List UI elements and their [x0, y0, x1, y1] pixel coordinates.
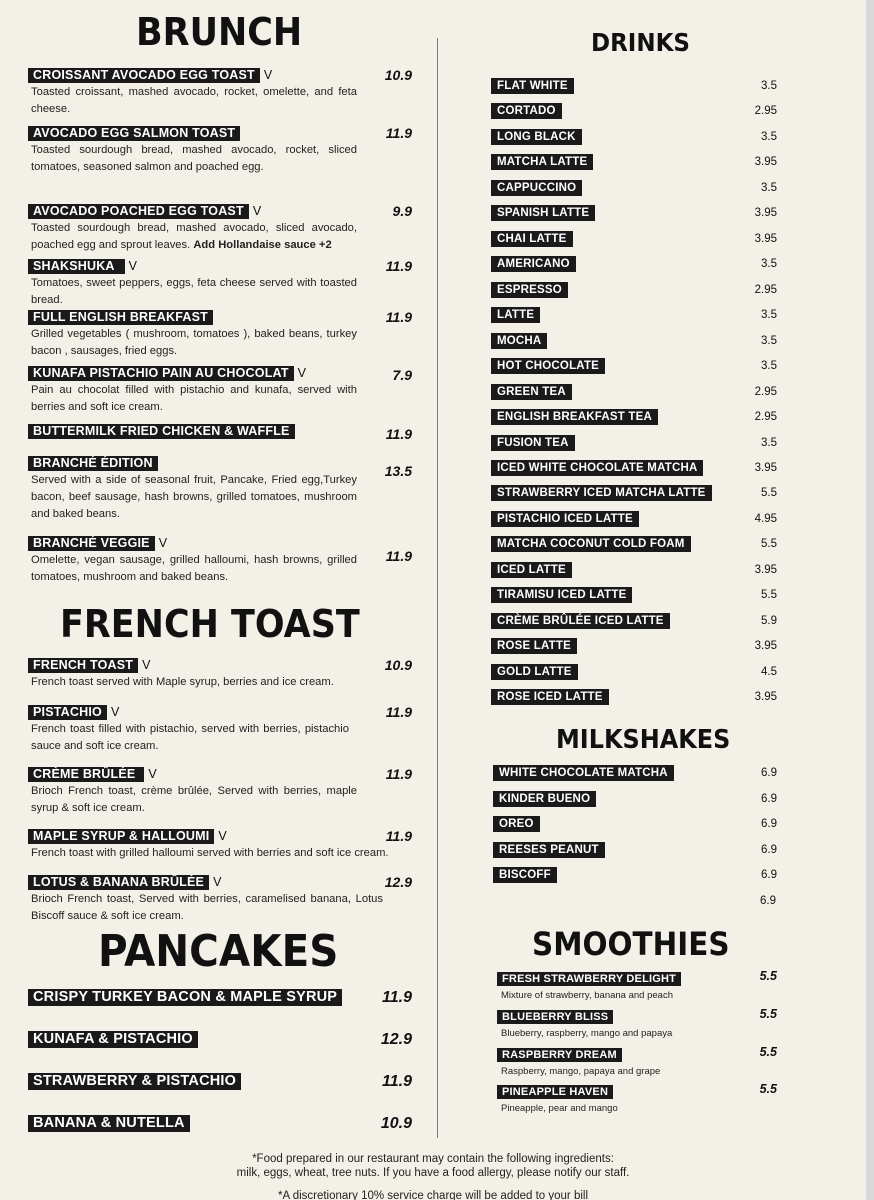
drink-item	[491, 78, 777, 96]
item-price: 12.9	[384, 874, 412, 890]
drink-name: SPANISH LATTE	[491, 205, 595, 221]
item-price: 10.9	[380, 1115, 412, 1132]
drink-price: 3.5	[761, 182, 777, 194]
smoothie-price: 5.5	[759, 1007, 777, 1021]
vegetarian-mark: V	[252, 203, 262, 218]
drink-price: 2.95	[754, 386, 777, 398]
item-description: Grilled vegetables ( mushroom, tomatoes ), baked beans, turkey bacon , sausages, fried eggs.	[31, 328, 357, 357]
smoothies-heading: SMOOTHIES	[532, 925, 730, 963]
item-name: BANANA & NUTELLA	[28, 1115, 190, 1132]
milkshake-price: 6.9	[761, 818, 777, 830]
smoothie-description: Pineapple, pear and mango	[501, 1103, 618, 1114]
drink-name: MATCHA COCONUT COLD FOAM	[491, 536, 691, 552]
milkshake-item	[493, 765, 777, 783]
drink-price: 3.5	[761, 131, 777, 143]
smoothie-item	[497, 1045, 777, 1078]
drink-name: ENGLISH BREAKFAST TEA	[491, 409, 658, 425]
drink-item	[491, 536, 777, 554]
vegetarian-mark: V	[213, 874, 222, 889]
smoothie-name: FRESH STRAWBERRY DELIGHT	[497, 972, 681, 986]
item-name: PISTACHIO	[28, 705, 107, 720]
item-name: SHAKSHUKA	[28, 259, 125, 274]
drink-item	[491, 180, 777, 198]
drink-name: TIRAMISU ICED LATTE	[491, 587, 632, 603]
item-description	[31, 220, 357, 254]
drink-price: 4.95	[754, 513, 777, 525]
brunch-item	[28, 423, 412, 442]
drink-price: 2.95	[754, 284, 777, 296]
drink-item	[491, 358, 777, 376]
smoothie-item	[497, 969, 777, 1002]
milkshake-name: WHITE CHOCOLATE MATCHA	[493, 765, 674, 781]
drink-price: 3.5	[761, 437, 777, 449]
item-name: CROISSANT AVOCADO EGG TOAST	[28, 68, 260, 83]
brunch-heading: BRUNCH	[136, 10, 303, 54]
milkshake-price: 6.9	[761, 793, 777, 805]
pancake-item	[28, 1115, 412, 1131]
item-description: Pain au chocolat filled with pistachio and kunafa, served with berries and soft ice cream.	[31, 384, 357, 413]
smoothie-name: RASPBERRY DREAM	[497, 1048, 622, 1062]
drink-price: 3.95	[754, 691, 777, 703]
milkshake-extra-price: 6.9	[760, 895, 776, 907]
drink-item	[491, 485, 777, 503]
vegetarian-mark: V	[158, 535, 168, 550]
pancakes-heading: PANCAKES	[98, 926, 339, 977]
drink-price: 3.95	[754, 233, 777, 245]
drink-item	[491, 333, 777, 351]
french-toast-heading: FRENCH TOAST	[60, 602, 360, 646]
drink-price: 5.5	[761, 538, 777, 550]
allergy-notice-line-1: *Food prepared in our restaurant may contain the following ingredients:	[252, 1153, 614, 1165]
item-description-text: Toasted sourdough bread, mashed avocado, sliced avocado, poached egg and sprout leaves.	[31, 222, 357, 251]
smoothie-price: 5.5	[759, 1045, 777, 1059]
brunch-item	[28, 535, 412, 586]
milkshake-price: 6.9	[761, 767, 777, 779]
item-description: Brioch French toast, crème brûlée, Served with berries, maple syrup & soft ice cream.	[31, 785, 357, 814]
milkshake-price: 6.9	[761, 869, 777, 881]
smoothie-item	[497, 1082, 777, 1115]
french-toast-item	[28, 704, 412, 755]
allergy-notice	[0, 1152, 866, 1180]
brunch-item	[28, 125, 412, 176]
brunch-item	[28, 309, 412, 360]
drink-price: 2.95	[754, 411, 777, 423]
drink-item	[491, 129, 777, 147]
item-price: 13.5	[384, 463, 412, 479]
item-description: Toasted sourdough bread, mashed avocado, rocket, sliced tomatoes, seasoned salmon and poached egg.	[31, 144, 357, 173]
smoothie-description: Raspberry, mango, papaya and grape	[501, 1066, 661, 1077]
milkshake-item	[493, 816, 777, 834]
drink-item	[491, 282, 777, 300]
drink-name: GOLD LATTE	[491, 664, 578, 680]
item-name: BUTTERMILK FRIED CHICKEN & WAFFLE	[28, 424, 295, 439]
item-name: LOTUS & BANANA BRÛLÉE	[28, 875, 209, 890]
milkshake-price: 6.9	[761, 844, 777, 856]
drink-name: HOT CHOCOLATE	[491, 358, 605, 374]
french-toast-item	[28, 766, 412, 817]
drink-item	[491, 103, 777, 121]
milkshake-name: KINDER BUENO	[493, 791, 596, 807]
drink-name: CAPPUCCINO	[491, 180, 582, 196]
item-price: 11.9	[385, 766, 412, 782]
brunch-item	[28, 203, 412, 254]
item-description: Toasted croissant, mashed avocado, rocket, omelette, and feta cheese.	[31, 86, 357, 115]
item-price: 11.9	[382, 1073, 412, 1090]
item-description: French toast served with Maple syrup, berries and ice cream.	[31, 676, 334, 688]
drink-price: 5.9	[761, 615, 777, 627]
drink-name: ROSE ICED LATTE	[491, 689, 609, 705]
drink-name: CORTADO	[491, 103, 562, 119]
item-name: KUNAFA PISTACHIO PAIN AU CHOCOLAT	[28, 366, 294, 381]
item-description: Brioch French toast, Served with berries, caramelised banana, Lotus Biscoff sauce & soft ice cream.	[31, 893, 383, 922]
item-name: STRAWBERRY & PISTACHIO	[28, 1073, 241, 1090]
item-price: 11.9	[385, 426, 412, 442]
drink-name: MATCHA LATTE	[491, 154, 593, 170]
drink-item	[491, 613, 777, 631]
drinks-heading: DRINKS	[591, 28, 691, 57]
item-price: 10.9	[384, 67, 412, 83]
drink-item	[491, 409, 777, 427]
vegetarian-mark: V	[218, 828, 227, 843]
smoothie-description: Mixture of strawberry, banana and peach	[501, 990, 673, 1001]
item-price: 11.9	[385, 828, 412, 844]
french-toast-item	[28, 828, 412, 862]
item-description: Omelette, vegan sausage, grilled halloumi, hash browns, grilled tomatoes, mushroom and baked beans.	[31, 554, 357, 583]
item-name: MAPLE SYRUP & HALLOUMI	[28, 829, 214, 844]
brunch-item	[28, 258, 412, 309]
drink-price: 3.5	[761, 258, 777, 270]
drink-name: ICED LATTE	[491, 562, 572, 578]
item-name: BRANCHÉ VEGGIE	[28, 536, 155, 551]
item-name: CRISPY TURKEY BACON & MAPLE SYRUP	[28, 989, 342, 1006]
drink-item	[491, 664, 777, 682]
drink-name: AMERICANO	[491, 256, 576, 272]
item-description: French toast filled with pistachio, served with berries, pistachio sauce and soft ice cream.	[31, 723, 349, 752]
drink-price: 3.5	[761, 360, 777, 372]
drink-item	[491, 231, 777, 249]
column-divider	[437, 38, 438, 1138]
item-name: FULL ENGLISH BREAKFAST	[28, 310, 213, 325]
drink-item	[491, 460, 777, 478]
milkshake-item	[493, 867, 777, 885]
french-toast-item	[28, 874, 412, 925]
drink-price: 3.5	[761, 309, 777, 321]
item-name: AVOCADO POACHED EGG TOAST	[28, 204, 249, 219]
drink-item	[491, 587, 777, 605]
smoothie-name: BLUEBERRY BLISS	[497, 1010, 613, 1024]
drink-item	[491, 154, 777, 172]
brunch-item	[28, 365, 412, 416]
service-charge-notice: *A discretionary 10% service charge will be added to your bill	[277, 1190, 589, 1200]
pancake-item	[28, 989, 412, 1005]
milkshake-item	[493, 842, 777, 860]
vegetarian-mark: V	[110, 704, 120, 719]
item-price: 11.9	[385, 258, 412, 274]
french-toast-item	[28, 657, 412, 691]
drink-price: 3.5	[761, 335, 777, 347]
smoothie-description: Blueberry, raspberry, mango and papaya	[501, 1028, 673, 1039]
drink-name: STRAWBERRY ICED MATCHA LATTE	[491, 485, 712, 501]
item-price: 11.9	[385, 125, 412, 141]
item-description: Served with a side of seasonal fruit, Pancake, Fried egg,Turkey bacon, beef sausage, hash browns, grilled tomatoes, mushroom and baked beans.	[31, 474, 357, 520]
item-name: AVOCADO EGG SALMON TOAST	[28, 126, 240, 141]
item-name: BRANCHÉ ÉDITION	[28, 456, 158, 471]
smoothie-price: 5.5	[759, 969, 777, 983]
pancake-item	[28, 1031, 412, 1047]
milkshake-name: REESES PEANUT	[493, 842, 605, 858]
drink-price: 3.95	[754, 462, 777, 474]
vegetarian-mark: V	[263, 67, 273, 82]
drink-price: 4.5	[761, 666, 777, 678]
allergy-notice-line-2: milk, eggs, wheat, tree nuts. If you have a food allergy, please notify our staff.	[236, 1167, 630, 1179]
drink-price: 3.95	[754, 207, 777, 219]
item-extra-option: Add Hollandaise sauce +2	[193, 239, 332, 251]
drink-name: CHAI LATTE	[491, 231, 573, 247]
pancake-item	[28, 1073, 412, 1089]
item-name: FRENCH TOAST	[28, 658, 138, 673]
item-description: Tomatoes, sweet peppers, eggs, feta cheese served with toasted bread.	[31, 277, 357, 306]
milkshakes-heading: MILKSHAKES	[556, 725, 731, 755]
drink-price: 2.95	[754, 105, 777, 117]
item-price: 11.9	[385, 548, 412, 564]
smoothie-price: 5.5	[759, 1082, 777, 1096]
item-price: 11.9	[385, 704, 412, 720]
item-description: French toast with grilled halloumi served with berries and soft ice cream.	[31, 847, 389, 859]
brunch-item	[28, 67, 412, 118]
item-price: 10.9	[384, 657, 412, 673]
item-name: CRÈME BRÛLÉE	[28, 767, 144, 782]
item-price: 7.9	[392, 367, 412, 383]
item-price: 11.9	[385, 309, 412, 325]
drink-item	[491, 689, 777, 707]
item-name: KUNAFA & PISTACHIO	[28, 1031, 198, 1048]
drink-name: GREEN TEA	[491, 384, 572, 400]
drink-item	[491, 256, 777, 274]
item-price: 12.9	[380, 1031, 412, 1048]
drink-item	[491, 384, 777, 402]
drink-name: CRÈME BRÛLÉE ICED LATTE	[491, 613, 670, 629]
drink-price: 5.5	[761, 589, 777, 601]
drink-name: LATTE	[491, 307, 540, 323]
drink-name: FUSION TEA	[491, 435, 575, 451]
item-price: 11.9	[382, 989, 412, 1006]
drink-name: FLAT WHITE	[491, 78, 574, 94]
drink-item	[491, 307, 777, 325]
vegetarian-mark: V	[142, 657, 151, 672]
smoothie-item	[497, 1007, 777, 1040]
drink-name: ROSE LATTE	[491, 638, 577, 654]
drink-item	[491, 562, 777, 580]
drink-price: 5.5	[761, 487, 777, 499]
drink-item	[491, 511, 777, 529]
drink-name: ESPRESSO	[491, 282, 568, 298]
drink-item	[491, 435, 777, 453]
vegetarian-mark: V	[128, 258, 138, 273]
milkshake-name: BISCOFF	[493, 867, 557, 883]
drink-name: MOCHA	[491, 333, 547, 349]
drink-name: LONG BLACK	[491, 129, 582, 145]
drink-price: 3.5	[761, 80, 777, 92]
drink-price: 3.95	[754, 640, 777, 652]
drink-price: 3.95	[754, 564, 777, 576]
drink-name: ICED WHITE CHOCOLATE MATCHA	[491, 460, 703, 476]
milkshake-item	[493, 791, 777, 809]
drink-item	[491, 205, 777, 223]
drink-price: 3.95	[754, 156, 777, 168]
brunch-item	[28, 455, 412, 523]
milkshake-name: OREO	[493, 816, 540, 832]
smoothie-name: PINEAPPLE HAVEN	[497, 1085, 613, 1099]
drink-item	[491, 638, 777, 656]
vegetarian-mark: V	[297, 365, 307, 380]
vegetarian-mark: V	[148, 766, 157, 781]
drink-name: PISTACHIO ICED LATTE	[491, 511, 639, 527]
item-price: 9.9	[392, 203, 412, 219]
